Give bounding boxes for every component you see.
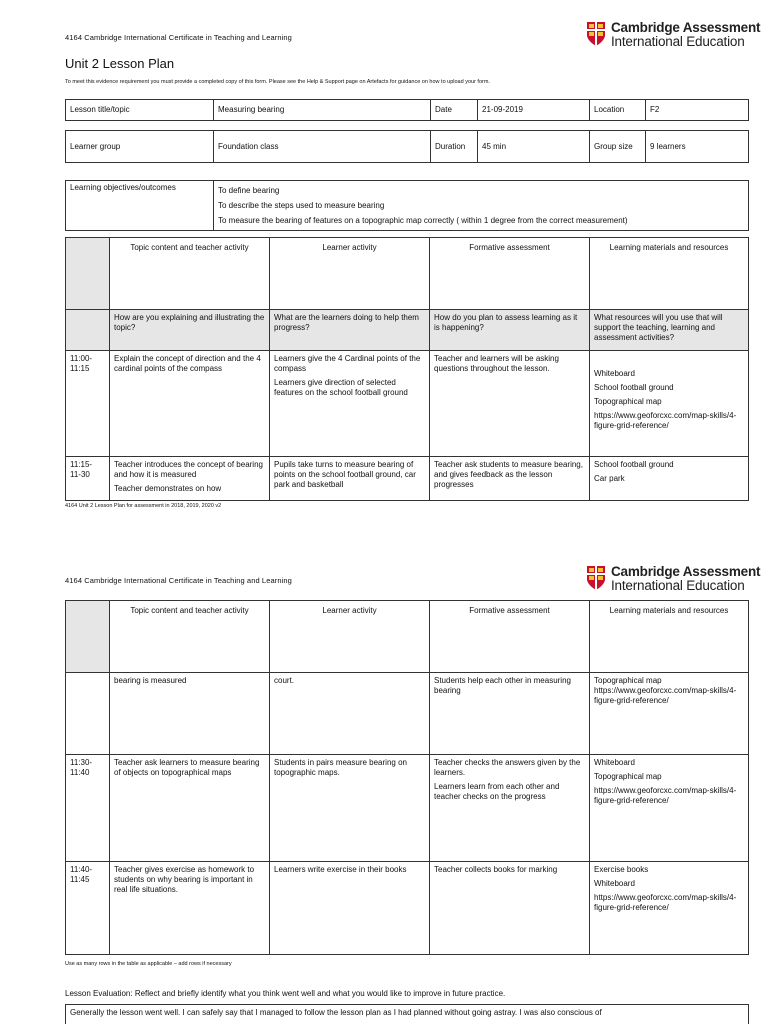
page-title: Unit 2 Lesson Plan bbox=[65, 56, 175, 71]
learner-header: Learner activity bbox=[270, 601, 430, 673]
learner-group-value: Foundation class bbox=[214, 131, 431, 163]
lesson-title-value: Measuring bearing bbox=[214, 100, 431, 121]
learner-cell: court. bbox=[270, 673, 430, 755]
learner-question: What are the learners doing to help them progress? bbox=[270, 310, 430, 351]
objective-item: To measure the bearing of features on a topographic map correctly ( within 1 degree from the correct measurement) bbox=[218, 216, 628, 225]
lesson-meta-table-2 bbox=[65, 130, 749, 163]
time-cell: 11:00- 11:15 bbox=[66, 351, 110, 457]
page-footer: 4164 Unit 2 Lesson Plan for assessment in 2018, 2019, 2020 v2 bbox=[65, 503, 222, 509]
instruction-text: To meet this evidence requirement you must provide a completed copy of this form. Please see the Help & Support page on Artefacts for guidance on how to upload your form. bbox=[65, 79, 490, 85]
group-size-label: Group size bbox=[590, 131, 646, 163]
materials-question: What resources will you use that will support the teaching, learning and assessment activities? bbox=[590, 310, 749, 351]
objective-item: To describe the steps used to measure bearing bbox=[218, 201, 385, 210]
date-value: 21-09-2019 bbox=[478, 100, 590, 121]
materials-cell: Exercise books Whiteboard https://www.geoforcxc.com/map-skills/4-figure-grid-reference/ bbox=[590, 862, 749, 955]
time-question-cell bbox=[66, 310, 110, 351]
lesson-meta-table-1 bbox=[65, 99, 749, 121]
course-header: 4164 Cambridge International Certificate in Teaching and Learning bbox=[65, 33, 292, 42]
assessment-cell: Students help each other in measuring bearing bbox=[430, 673, 590, 755]
evaluation-text: Generally the lesson went well. I can safely say that I managed to follow the lesson plan as I had planned without going astray. I was also conscious of bbox=[65, 1004, 749, 1024]
lesson-title-label: Lesson title/topic bbox=[66, 100, 214, 121]
time-cell: 11:40- 11:45 bbox=[66, 862, 110, 955]
time-header-cell bbox=[66, 238, 110, 310]
assessment-header: Formative assessment bbox=[430, 238, 590, 310]
objectives-label: Learning objectives/outcomes bbox=[66, 181, 214, 231]
logo-line-2: International Education bbox=[611, 578, 745, 593]
materials-cell: Whiteboard Topographical map https://www.geoforcxc.com/map-skills/4-figure-grid-reference/ bbox=[590, 755, 749, 862]
table-row bbox=[66, 457, 749, 501]
materials-cell: School football ground Car park bbox=[590, 457, 749, 501]
duration-value: 45 min bbox=[478, 131, 590, 163]
group-size-value: 9 learners bbox=[646, 131, 749, 163]
learner-cell: Learners write exercise in their books bbox=[270, 862, 430, 955]
materials-cell: Topographical map https://www.geoforcxc.com/map-skills/4-figure-grid-reference/ bbox=[590, 673, 749, 755]
learner-cell: Pupils take turns to measure bearing of points on the school football ground, car park and basketball bbox=[270, 457, 430, 501]
location-value: F2 bbox=[646, 100, 749, 121]
course-header-page-2: 4164 Cambridge International Certificate in Teaching and Learning bbox=[65, 576, 292, 585]
topic-cell: Explain the concept of direction and the 4 cardinal points of the compass bbox=[110, 351, 270, 457]
learner-cell: Students in pairs measure bearing on topographic maps. bbox=[270, 755, 430, 862]
duration-label: Duration bbox=[431, 131, 478, 163]
table-row bbox=[66, 351, 749, 457]
materials-cell: Whiteboard School football ground Topographical map https://www.geoforcxc.com/map-skills/4-figure-grid-reference/ bbox=[590, 351, 749, 457]
objectives-list bbox=[214, 181, 749, 231]
rows-note: Use as many rows in the table as applicable – add rows if necessary bbox=[65, 961, 232, 967]
time-header-cell bbox=[66, 601, 110, 673]
lesson-plan-table-page-2 bbox=[65, 600, 749, 955]
learner-header: Learner activity bbox=[270, 238, 430, 310]
topic-cell: Teacher introduces the concept of bearing and how it is measured Teacher demonstrates on how bbox=[110, 457, 270, 501]
logo-line-1: Cambridge Assessment bbox=[611, 20, 761, 35]
topic-header: Topic content and teacher activity bbox=[110, 238, 270, 310]
table-row bbox=[66, 673, 749, 755]
topic-cell: Teacher ask learners to measure bearing of objects on topographical maps bbox=[110, 755, 270, 862]
logo-line-2: International Education bbox=[611, 34, 745, 49]
assessment-cell: Teacher and learners will be asking questions throughout the lesson. bbox=[430, 351, 590, 457]
location-label: Location bbox=[590, 100, 646, 121]
date-label: Date bbox=[431, 100, 478, 121]
time-cell bbox=[66, 673, 110, 755]
table-row bbox=[66, 862, 749, 955]
time-cell: 11:30- 11:40 bbox=[66, 755, 110, 862]
learner-cell: Learners give the 4 Cardinal points of the compass Learners give direction of selected features on the school football ground bbox=[270, 351, 430, 457]
cambridge-logo-page-2 bbox=[586, 565, 760, 593]
time-cell: 11:15- 11-30 bbox=[66, 457, 110, 501]
materials-header: Learning materials and resources bbox=[590, 238, 749, 310]
learner-group-label: Learner group bbox=[66, 131, 214, 163]
materials-header: Learning materials and resources bbox=[590, 601, 749, 673]
assessment-cell: Teacher checks the answers given by the learners. Learners learn from each other and teacher checks on the progress bbox=[430, 755, 590, 862]
objective-item: To define bearing bbox=[218, 186, 280, 195]
topic-header: Topic content and teacher activity bbox=[110, 601, 270, 673]
shield-icon bbox=[586, 565, 606, 591]
shield-icon bbox=[586, 21, 606, 47]
assessment-question: How do you plan to assess learning as it is happening? bbox=[430, 310, 590, 351]
topic-question: How are you explaining and illustrating the topic? bbox=[110, 310, 270, 351]
lesson-plan-table-page-1 bbox=[65, 237, 749, 501]
cambridge-logo bbox=[586, 21, 760, 49]
topic-cell: bearing is measured bbox=[110, 673, 270, 755]
topic-cell: Teacher gives exercise as homework to students on why bearing is important in real life situations. bbox=[110, 862, 270, 955]
objectives-table bbox=[65, 180, 749, 231]
assessment-cell: Teacher ask students to measure bearing, and gives feedback as the lesson progresses bbox=[430, 457, 590, 501]
assessment-cell: Teacher collects books for marking bbox=[430, 862, 590, 955]
logo-line-1: Cambridge Assessment bbox=[611, 564, 761, 579]
assessment-header: Formative assessment bbox=[430, 601, 590, 673]
table-row bbox=[66, 755, 749, 862]
evaluation-label: Lesson Evaluation: Reflect and briefly identify what you think went well and what you would like to improve in future practice. bbox=[65, 989, 506, 998]
